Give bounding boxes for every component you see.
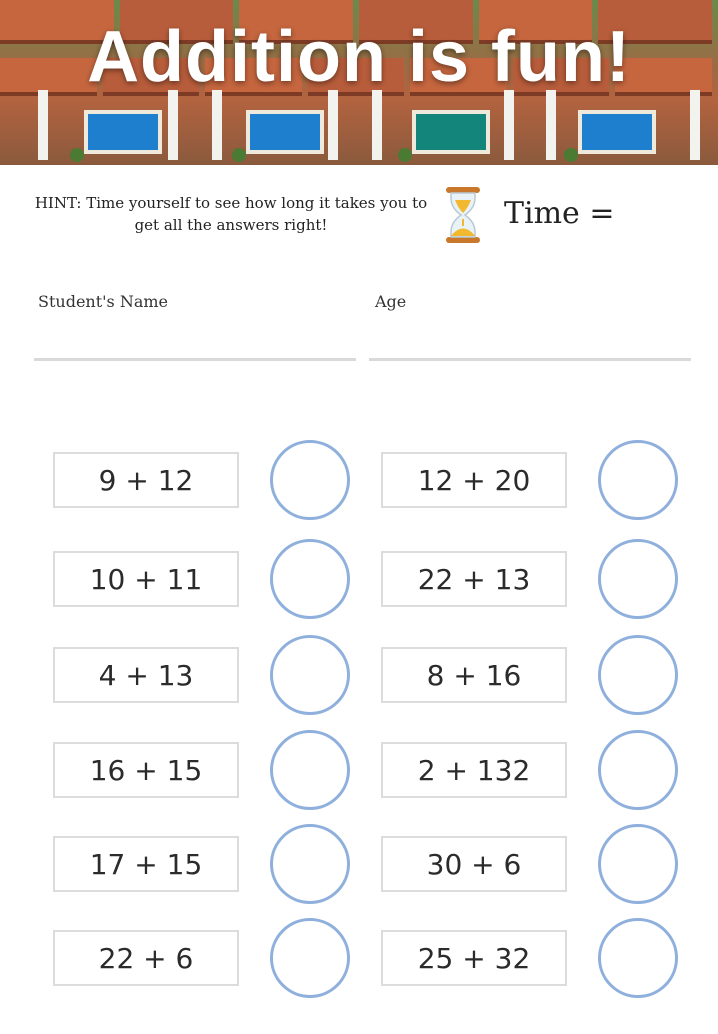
answer-circle[interactable]	[270, 824, 350, 904]
problem-box: 2 + 132	[381, 742, 567, 798]
hint-text: HINT: Time yourself to see how long it takes you to get all the answers right!	[34, 194, 428, 234]
answer-circle[interactable]	[270, 440, 350, 520]
answer-circle[interactable]	[270, 635, 350, 715]
pool-image	[412, 110, 490, 154]
problem-box: 16 + 15	[53, 742, 239, 798]
problem-box: 30 + 6	[381, 836, 567, 892]
header-banner	[0, 0, 718, 165]
pool-image	[84, 110, 162, 154]
answer-circle[interactable]	[270, 918, 350, 998]
age-label: Age	[375, 292, 407, 311]
problem-box: 10 + 11	[53, 551, 239, 607]
age-field[interactable]	[369, 358, 691, 361]
answer-circle[interactable]	[270, 539, 350, 619]
problem-box: 22 + 6	[53, 930, 239, 986]
pool-image	[578, 110, 656, 154]
answer-circle[interactable]	[598, 918, 678, 998]
student-name-field[interactable]	[34, 358, 356, 361]
student-name-label: Student's Name	[38, 292, 169, 311]
problem-box: 9 + 12	[53, 452, 239, 508]
answer-circle[interactable]	[598, 824, 678, 904]
answer-circle[interactable]	[598, 730, 678, 810]
problem-box: 4 + 13	[53, 647, 239, 703]
answer-circle[interactable]	[598, 635, 678, 715]
hourglass-icon	[444, 186, 482, 244]
answer-circle[interactable]	[598, 440, 678, 520]
banner-title: Addition is fun!	[87, 17, 631, 97]
problem-box: 12 + 20	[381, 452, 567, 508]
answer-circle[interactable]	[270, 730, 350, 810]
problem-box: 8 + 16	[381, 647, 567, 703]
pool-image	[246, 110, 324, 154]
problem-box: 25 + 32	[381, 930, 567, 986]
answer-circle[interactable]	[598, 539, 678, 619]
problem-box: 17 + 15	[53, 836, 239, 892]
time-label: Time =	[504, 196, 615, 231]
problem-box: 22 + 13	[381, 551, 567, 607]
